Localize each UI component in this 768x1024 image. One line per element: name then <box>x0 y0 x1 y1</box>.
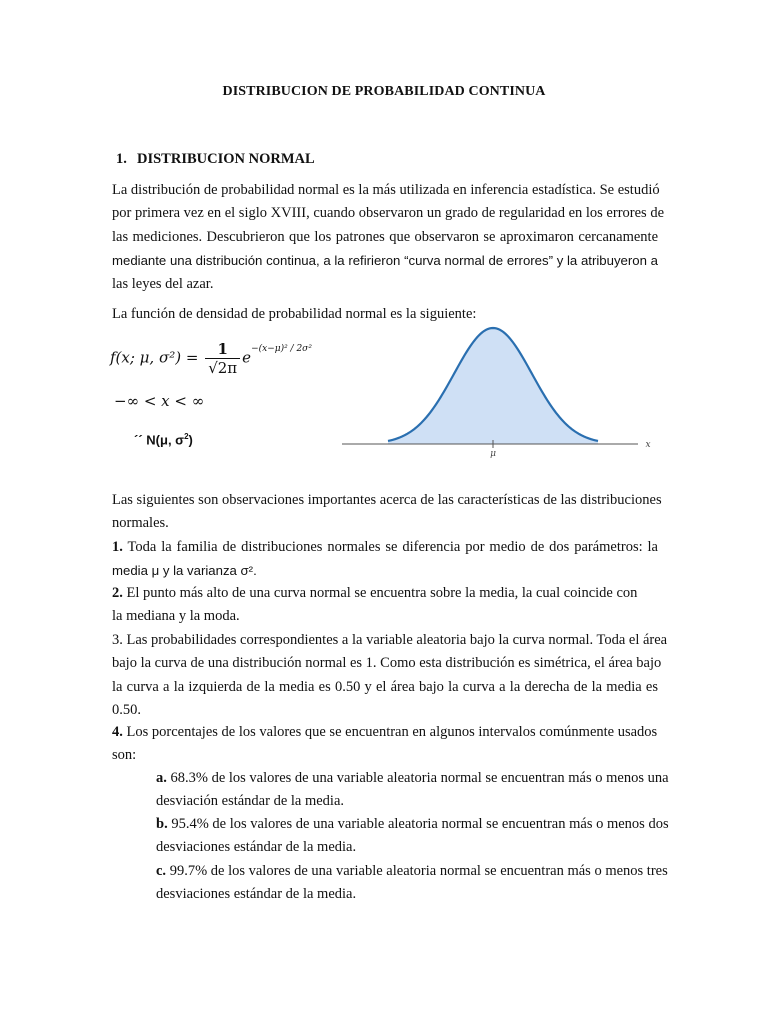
density-formula <box>110 340 312 377</box>
notation-prefix: ´´ N(μ, σ <box>134 432 185 448</box>
item-label: 4. <box>112 724 123 740</box>
notation-sup: 2 <box>184 432 189 441</box>
formula-numerator: 1 <box>205 340 240 359</box>
item-text: El punto más alto de una curva normal se encuentra sobre la media, la cual coincide con <box>126 585 638 601</box>
axis-label-x: x <box>645 440 651 450</box>
item-text: la curva a la izquierda de la media es 0.50 y el área bajo la curva a la derecha de la media es <box>112 678 658 695</box>
item-label: c. <box>156 863 167 879</box>
item-text: la mediana y la moda. <box>112 608 240 625</box>
item-text: 99.7% de los valores de una variable aleatoria normal se encuentran más o menos tres <box>169 863 668 879</box>
item-text: desviaciones estándar de la media. <box>156 839 357 856</box>
section-number: 1. <box>116 151 127 167</box>
density-intro: La función de densidad de probabilidad normal es la siguiente: <box>112 306 477 322</box>
item-text: Los porcentajes de los valores que se encuentran en algunos intervalos comúnmente usados <box>126 724 658 740</box>
formula-base: e <box>242 348 252 367</box>
item-text: desviaciones estándar de la media. <box>156 886 357 903</box>
item-text: 0.50. <box>112 702 141 719</box>
paragraph-line: por primera vez en el siglo XVIII, cuando observaron un grado de regularidad en los errores de <box>112 205 664 222</box>
item-text: Toda la familia de distribuciones normales se diferencia por medio de dos parámetros: la <box>127 539 658 555</box>
normal-notation <box>134 432 193 447</box>
paragraph-line: las mediciones. Descubrieron que los patrones que observaron se aproximaron cercanamente <box>112 228 658 245</box>
item-text: 95.4% de los valores de una variable aleatoria normal se encuentran más o menos dos <box>171 816 669 832</box>
list-item <box>112 582 658 629</box>
section-heading <box>116 151 315 168</box>
item-text: desviación estándar de la media. <box>156 793 345 810</box>
item-label: 3. <box>112 632 123 648</box>
sub-item <box>156 860 668 907</box>
paragraph-line: normales. <box>112 515 169 532</box>
section-title: DISTRIBUCION NORMAL <box>137 151 315 167</box>
item-label: 2. <box>112 585 123 601</box>
paragraph-line: mediante una distribución continua, a la refirieron “curva normal de errores” y la atribuyeron a <box>112 253 658 269</box>
item-text: media μ y la varianza σ². <box>112 563 257 579</box>
item-label: a. <box>156 770 167 786</box>
item-text: Las probabilidades correspondientes a la variable aleatoria bajo la curva normal. Toda el área <box>126 632 668 648</box>
sub-item <box>156 767 669 814</box>
page-title: DISTRIBUCION DE PROBABILIDAD CONTINUA <box>222 84 546 99</box>
domain-range: −∞ < x < ∞ <box>114 392 205 410</box>
sub-item <box>156 813 669 860</box>
paragraph-line: las leyes del azar. <box>112 275 214 292</box>
list-item <box>112 721 658 768</box>
formula-fraction <box>205 340 240 377</box>
item-label: 1. <box>112 539 123 555</box>
item-text: son: <box>112 747 137 764</box>
paragraph-line: Las siguientes son observaciones importantes acerca de las características de las distribuciones <box>112 492 662 508</box>
curve-area <box>388 328 598 444</box>
paragraph-line: La distribución de probabilidad normal es la más utilizada en inferencia estadística. Se estudió <box>112 182 660 198</box>
formula-lhs: f(x; μ, σ²) = <box>110 348 199 367</box>
tick-label-mu: μ <box>490 449 496 459</box>
list-item <box>112 629 668 723</box>
item-text: 68.3% de los valores de una variable aleatoria normal se encuentran más o menos una <box>170 770 669 786</box>
intro-paragraph <box>112 179 664 296</box>
notation-suffix: ) <box>188 432 193 448</box>
formula-denominator: √2π <box>208 359 238 377</box>
item-text: bajo la curva de una distribución normal es 1. Como esta distribución es simétrica, el área bajo <box>112 655 662 672</box>
normal-curve-chart <box>338 320 658 460</box>
observations-intro <box>112 489 662 536</box>
formula-exponent: −(x−μ)² / 2σ² <box>251 343 312 354</box>
item-label: b. <box>156 816 168 832</box>
list-item <box>112 536 658 583</box>
